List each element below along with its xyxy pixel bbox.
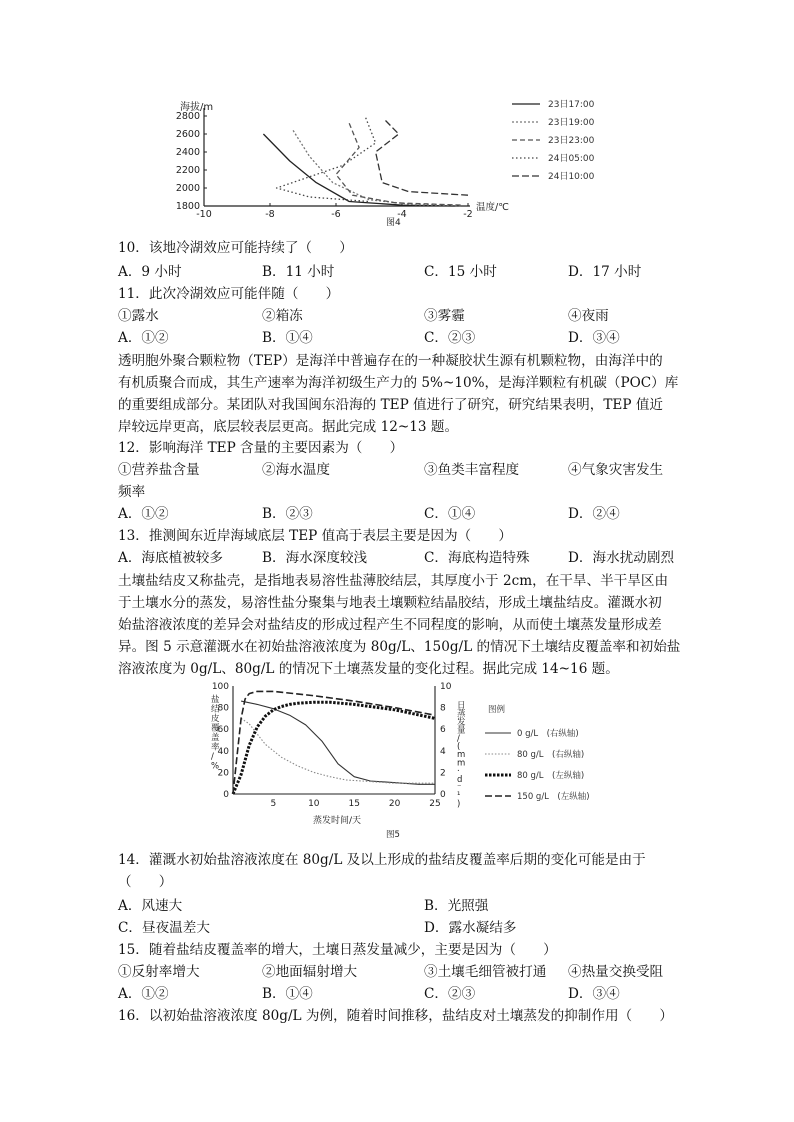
fig4-legend-label: 24日05:00 [548,154,595,164]
q14-option-d[interactable]: D．露水凝结多 [424,920,517,936]
fig4-x-tick-label: -2 [463,209,473,220]
fig5-y-tick-label-left: 80 [217,703,229,714]
fig5-x-tick-label: 15 [348,799,360,809]
passage-tep-line: 有机质聚合而成，其生产速率为海洋初级生产力的 5%~10%，是海洋颗粒有机碳（POC）库 [118,375,679,391]
fig4-y-tick-label: 2000 [175,183,200,194]
q11-item-2: ②箱冻 [262,308,303,324]
question-11-options [118,328,678,348]
fig5-x-tick-label: 5 [270,799,277,809]
q12-item-1: ①营养盐含量 [118,462,200,478]
passage-salt-line: 溶液浓度为 0g/L、80g/L 的情况下土壤蒸发量的变化过程。据此完成 14~16 题。 [118,661,619,677]
q14-option-c[interactable]: C．昼夜温差大 [118,920,210,936]
q15-item-2: ②地面辐射增大 [262,964,358,980]
question-10-options [118,262,678,282]
question-11-items [118,306,678,326]
fig5-legend-label: 80 g/L (左纵轴) [517,771,585,781]
fig4-x-tick-label: -8 [265,209,275,220]
passage-tep-line: 透明胞外聚合颗粒物（TEP）是海洋中普遍存在的一种凝胶状生源有机颗粒物，由海洋中的 [118,353,663,369]
fig4-series-line [376,121,468,196]
q12-option-b[interactable]: B．②③ [262,506,313,522]
fig4-x-tick-label: -6 [331,209,341,220]
fig4-series-line [263,134,454,206]
q10-option-c[interactable]: C．15 小时 [424,264,497,280]
fig5-legend-label: 80 g/L (右纵轴) [517,750,585,760]
q11-option-c[interactable]: C．②③ [424,330,476,346]
fig5-ylabel-left-text: 盐结皮覆盖率/ % [211,695,220,772]
fig5-x-tick-label: 25 [429,799,441,809]
fig5-y-tick-label-left: 100 [211,682,229,692]
passage-salt-line: 异。图 5 示意灌溉水在初始盐溶液浓度为 80g/L、150g/L 的情况下土壤结皮覆盖率和初始盐 [118,639,681,655]
passage-tep-line: 的重要组成部分。某团队对我国闽东沿海的 TEP 值进行了研究，研究结果表明，TEP 值近 [118,397,664,413]
q12-item-3: ③鱼类丰富程度 [424,462,520,478]
question-14-options-row2 [118,918,678,938]
passage-salt-line: 于土壤水分的蒸发，易溶性盐分聚集与地表土壤颗粒结晶胶结，形成土壤盐结皮。灌溉水初 [118,595,662,611]
question-12: 12．影响海洋 TEP 含量的主要因素为（ ） [118,440,404,456]
passage-salt-crust [118,570,681,680]
q15-option-a[interactable]: A．①② [118,986,169,1002]
fig5-y-tick-label-right: 0 [440,790,446,800]
fig5-legend-label: 0 g/L (右纵轴) [517,729,579,739]
q12-item-2: ②海水温度 [262,462,330,478]
fig5-x-tick-label: 10 [308,799,320,809]
fig5-legend-title: 图例 [488,705,506,715]
fig5-y-tick-label-left: 20 [217,768,229,779]
passage-tep [118,350,678,438]
fig5-y-tick-label-right: 2 [440,768,446,779]
question-12-options [118,504,678,524]
q14-option-b[interactable]: B．光照强 [424,898,489,914]
fig5-xlabel: 蒸发时间/天 [313,816,362,826]
fig4-xlabel: 温度/℃ [476,202,509,213]
fig4-y-tick-label: 2400 [175,147,200,158]
q11-item-1: ①露水 [118,308,159,324]
question-13-options [118,548,678,568]
fig4-series-line [293,130,461,205]
question-15: 15．随着盐结皮覆盖率的增大，土壤日蒸发量减少，主要是因为（ ） [118,942,557,958]
fig5-ylabel-right-text: 日蒸发量/ ( m m · d ⁻ ¹ ) [457,701,466,810]
question-12-continued: 频率 [118,484,146,500]
fig4-series-line [336,123,461,205]
fig5-caption: 图5 [386,830,400,840]
fig4-y-tick-label: 2800 [175,111,200,122]
q13-option-a[interactable]: A．海底植被较多 [118,550,223,566]
question-13: 13．推测闽东近岸海域底层 TEP 值高于表层主要是因为（ ） [118,528,512,544]
figure-5-chart [195,678,595,840]
question-11: 11．此次冷湖效应可能伴随（ ） [118,286,340,302]
question-14-options-row1 [118,896,678,916]
fig4-legend-label: 24日10:00 [548,172,595,182]
q15-option-b[interactable]: B．①④ [262,986,313,1002]
question-15-options [118,984,678,1004]
fig4-ylabel: 海拔/m [180,102,214,113]
fig4-legend-label: 23日23:00 [548,136,595,146]
q10-option-d[interactable]: D．17 小时 [568,264,642,280]
question-12-items [118,460,678,480]
q10-option-a[interactable]: A．9 小时 [118,264,182,280]
fig5-y-tick-label-left: 0 [223,790,229,800]
question-15-items [118,962,678,982]
fig5-y-tick-label-right: 6 [440,725,446,736]
q11-option-a[interactable]: A．①② [118,330,169,346]
q14-option-a[interactable]: A．风速大 [118,898,183,914]
question-10: 10．该地冷湖效应可能持续了（ ） [118,240,353,256]
fig5-y-tick-label-right: 4 [440,746,446,757]
q13-option-b[interactable]: B．海水深度较浅 [262,550,368,566]
passage-salt-line: 始盐溶液浓度的差异会对盐结皮的形成过程产生不同程度的影响，从而使土壤蒸发量形成差 [118,617,662,633]
q11-item-4: ④夜雨 [568,308,609,324]
q13-option-d[interactable]: D．海水扰动剧烈 [568,550,675,566]
q11-option-b[interactable]: B．①④ [262,330,313,346]
fig4-caption: 图4 [386,218,401,228]
q15-option-d[interactable]: D．③④ [568,986,620,1002]
q12-option-a[interactable]: A．①② [118,506,169,522]
q12-option-d[interactable]: D．②④ [568,506,620,522]
q10-option-b[interactable]: B．11 小时 [262,264,335,280]
q12-option-c[interactable]: C．①④ [424,506,476,522]
fig4-legend-label: 23日17:00 [548,100,595,110]
fig5-x-tick-label: 20 [388,799,401,809]
q15-item-3: ③土壤毛细管被打通 [424,964,547,980]
question-14-paren: （ ） [118,874,173,890]
figure-4-chart [170,98,610,228]
fig4-legend-label: 23日19:00 [548,118,595,128]
q11-option-d[interactable]: D．③④ [568,330,620,346]
q15-item-1: ①反射率增大 [118,964,200,980]
fig5-y-tick-label-left: 60 [217,725,229,736]
q11-item-3: ③雾霾 [424,308,465,324]
fig4-y-tick-label: 1800 [175,201,200,212]
fig5-ylabel-right [457,701,466,809]
fig5-legend-label: 150 g/L (左纵轴) [517,792,590,802]
fig4-y-tick-label: 2600 [175,129,200,140]
q12-item-4: ④气象灾害发生 [568,462,664,478]
fig5-y-tick-label-left: 40 [217,746,229,757]
fig5-y-tick-label-right: 10 [440,682,452,692]
passage-tep-line: 岸较远岸更高，底层较表层更高。据此完成 12~13 题。 [118,419,459,435]
fig5-series-line [233,702,435,794]
fig5-y-tick-label-right: 8 [440,703,446,714]
q15-item-4: ④热量交换受阻 [568,964,664,980]
fig5-series-line [233,691,435,794]
question-16: 16．以初始盐溶液浓度 80g/L 为例，随着时间推移，盐结皮对土壤蒸发的抑制作用（ ） [118,1008,673,1024]
fig4-y-tick-label: 2200 [175,165,200,176]
fig4-x-tick-label: -10 [196,209,212,220]
passage-salt-line: 土壤盐结皮又称盐壳，是指地表易溶性盐薄胶结层，其厚度小于 2cm，在干旱、半干旱区由 [118,573,669,589]
q15-option-c[interactable]: C．②③ [424,986,476,1002]
q13-option-c[interactable]: C．海底构造特殊 [424,550,530,566]
fig5-series-line [241,718,435,783]
fig4-x-tick-label: -4 [397,209,407,220]
question-14: 14．灌溉水初始盐溶液浓度在 80g/L 及以上形成的盐结皮覆盖率后期的变化可能是由于 [118,852,646,868]
